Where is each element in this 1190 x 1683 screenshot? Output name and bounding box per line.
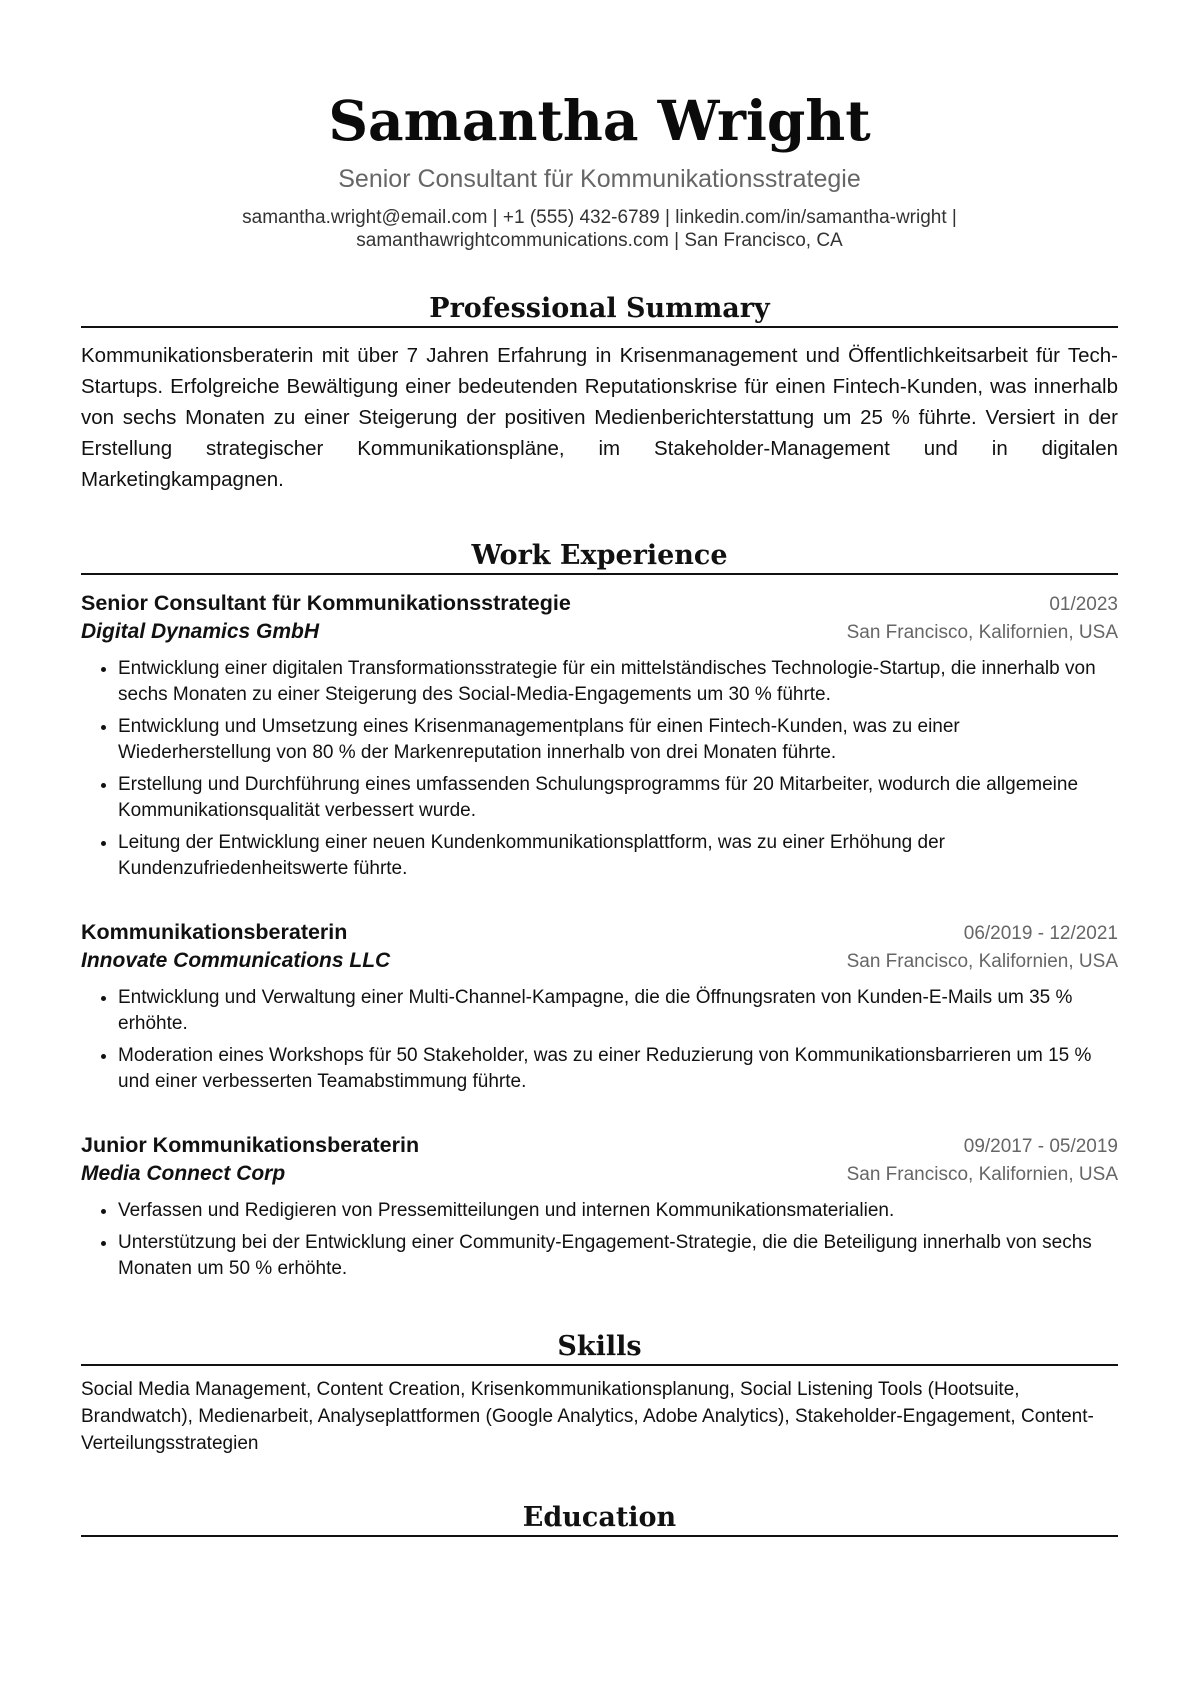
job-bullet: • Unterstützung bei der Entwicklung einer Community-Engagement-Strategie, die die Beteiligung innerhalb von sechs Monaten um 50 % erhöhte.: [118, 1230, 1118, 1282]
job-date: 06/2019 - 12/2021: [963, 923, 1118, 944]
job-bullet: • Moderation eines Workshops für 50 Stakeholder, was zu einer Reduzierung von Kommunikationsbarrieren um 15 % und einer verbesserten Teamabstimmung führte.: [118, 1043, 1118, 1095]
education-heading: Education: [81, 1501, 1118, 1537]
experience-section: [81, 539, 1118, 1282]
skills-section: [81, 1330, 1118, 1457]
job-bullets: [81, 985, 1118, 1095]
job-bullet: • Erstellung und Durchführung eines umfassenden Schulungsprogramms für 20 Mitarbeiter, wodurch die allgemeine Kommunikationsqualität verbessert wurde.: [118, 772, 1118, 824]
job-bullets: [81, 656, 1118, 882]
skills-heading: Skills: [81, 1330, 1118, 1366]
summary-section: [81, 292, 1118, 495]
job-entry: [81, 1133, 1118, 1282]
education-section: [81, 1501, 1118, 1537]
contact-line-2: samanthawrightcommunications.com | San Francisco, CA: [356, 230, 843, 251]
candidate-headline: Senior Consultant für Kommunikationsstrategie: [338, 165, 861, 193]
job-company: Media Connect Corp: [81, 1162, 286, 1185]
job-bullet: • Entwicklung und Verwaltung einer Multi-Channel-Kampagne, die die Öffnungsraten von Kunden-E-Mails um 35 % erhöhte.: [118, 985, 1118, 1037]
summary-text: Kommunikationsberaterin mit über 7 Jahren Erfahrung in Krisenmanagement und Öffentlichkeitsarbeit für Tech-Startups. Erfolgreiche Bewältigung einer bedeutenden Reputationskrise für einen Fintech-Kunden, was innerhalb von sechs Monaten zu einer Steigerung der positiven Medienberichterstattung um 25 % führte. Versiert in der Erstellung strategischer Kommunikationspläne, im Stakeholder-Management und in digitalen Marketingkampagnen.: [81, 344, 1118, 491]
skills-text: Social Media Management, Content Creation, Krisenkommunikationsplanung, Social Listening Tools (Hootsuite, Brandwatch), Medienarbeit, Analyseplattformen (Google Analytics, Adobe Analytics), Stakeholder-Engagement, Content-Verteilungsstrategien: [81, 1379, 1094, 1454]
experience-heading: Work Experience: [81, 539, 1118, 575]
summary-heading: Professional Summary: [81, 292, 1118, 328]
job-company: Innovate Communications LLC: [81, 949, 391, 972]
job-title: Junior Kommunikationsberaterin: [81, 1133, 420, 1157]
job-company: Digital Dynamics GmbH: [81, 620, 320, 643]
job-bullet: • Verfassen und Redigieren von Pressemitteilungen und internen Kommunikationsmaterialien.: [118, 1198, 1118, 1224]
job-bullets: [81, 1198, 1118, 1282]
job-bullet: • Entwicklung einer digitalen Transformationsstrategie für ein mittelständisches Technologie-Startup, die innerhalb von sechs Monaten zu einer Steigerung des Social-Media-Engagements um 30 % führte.: [118, 656, 1118, 708]
job-title: Kommunikationsberaterin: [81, 920, 348, 944]
contact-line-1: samantha.wright@email.com | +1 (555) 432-6789 | linkedin.com/in/samantha-wright |: [242, 207, 957, 228]
job-location: San Francisco, Kalifornien, USA: [846, 1164, 1118, 1185]
job-entry: [81, 591, 1118, 882]
contact-info: [81, 206, 1118, 252]
job-date: 09/2017 - 05/2019: [963, 1136, 1118, 1157]
candidate-name: Samantha Wright: [328, 88, 871, 153]
resume-page: [81, 0, 1118, 1537]
job-location: San Francisco, Kalifornien, USA: [846, 951, 1118, 972]
job-location: San Francisco, Kalifornien, USA: [846, 622, 1118, 643]
job-bullet: • Leitung der Entwicklung einer neuen Kundenkommunikationsplattform, was zu einer Erhöhung der Kundenzufriedenheitswerte führte.: [118, 830, 1118, 882]
job-bullet: • Entwicklung und Umsetzung eines Krisenmanagementplans für einen Fintech-Kunden, was zu einer Wiederherstellung von 80 % der Markenreputation innerhalb von drei Monaten führte.: [118, 714, 1118, 766]
job-date: 01/2023: [1049, 594, 1118, 615]
job-entry: [81, 920, 1118, 1095]
job-title: Senior Consultant für Kommunikationsstrategie: [81, 591, 571, 615]
